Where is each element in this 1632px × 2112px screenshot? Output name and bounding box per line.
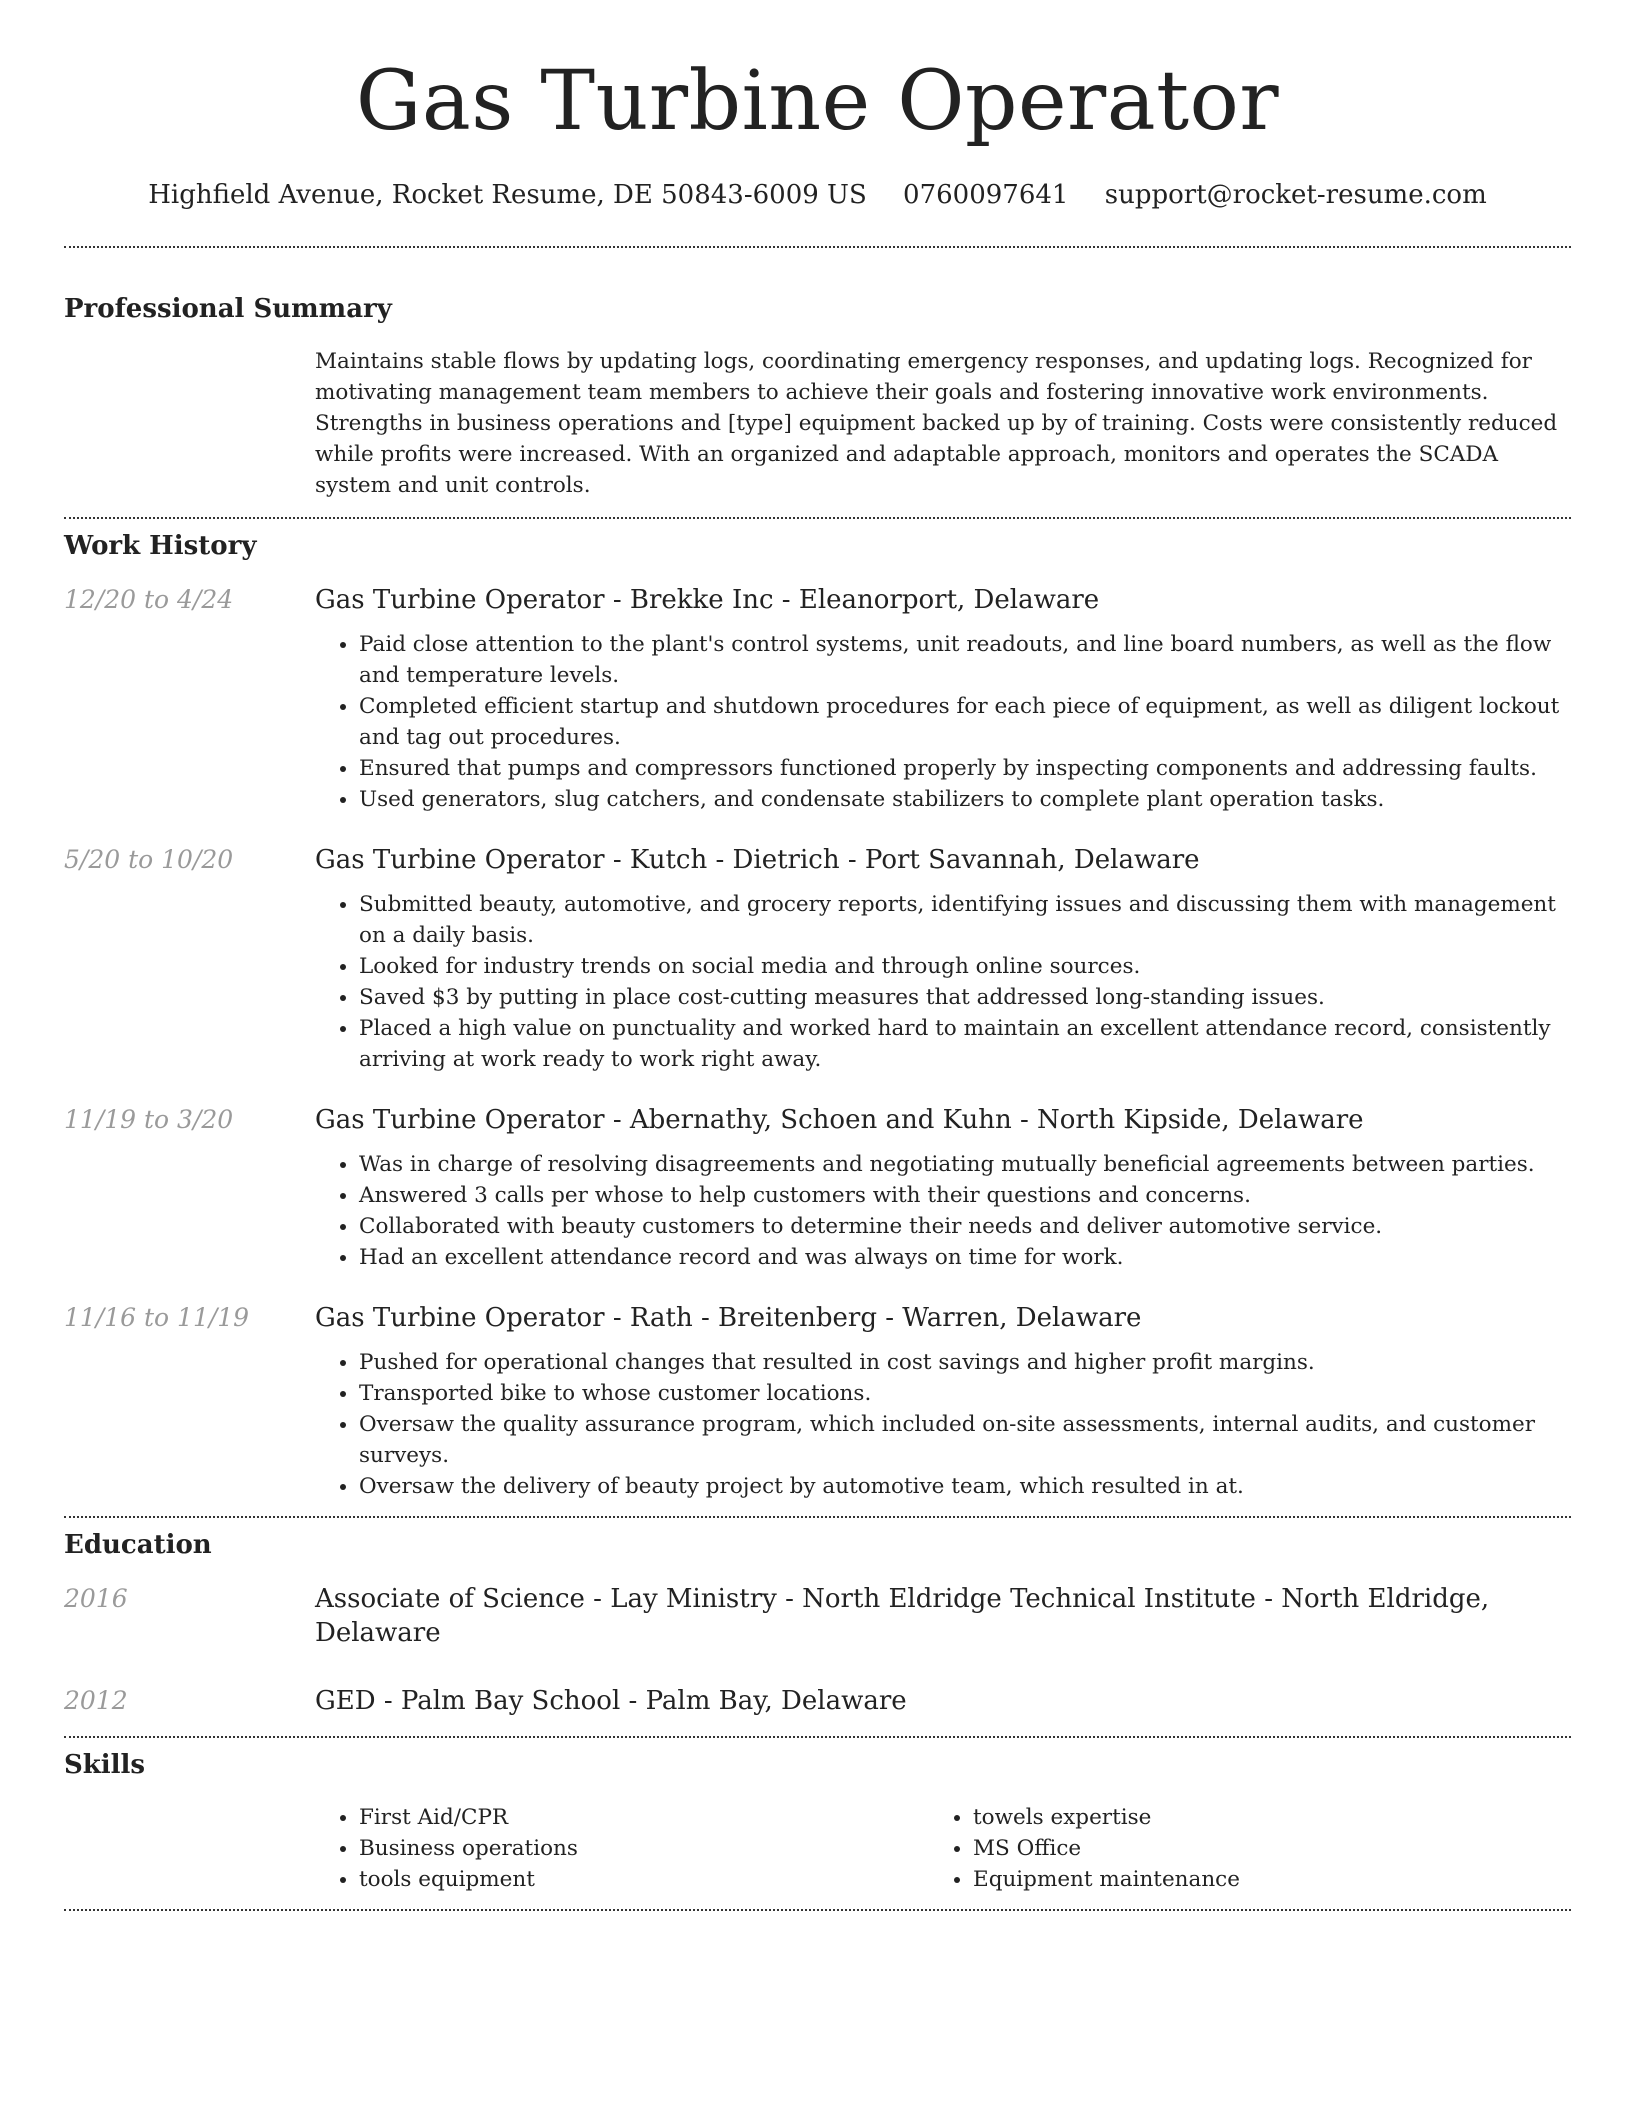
list-item: • Was in charge of resolving disagreements and negotiating mutually beneficial agreements between parties.: [359, 1149, 1571, 1180]
skills-columns: [315, 1802, 1571, 1909]
section-divider: [64, 246, 1571, 248]
job-heading: Gas Turbine Operator - Brekke Inc - Eleanorport, Delaware: [315, 585, 1100, 615]
job-entry: [64, 1103, 1571, 1273]
list-item: • Submitted beauty, automotive, and grocery reports, identifying issues and discussing them with management on a daily basis.: [359, 889, 1571, 951]
list-item: • Pushed for operational changes that resulted in cost savings and higher profit margins.: [359, 1347, 1571, 1378]
contact-phone: 0760097641: [903, 180, 1069, 210]
job-dates: 12/20 to 4/24: [64, 585, 234, 614]
list-item: • Saved $3 by putting in place cost-cutting measures that addressed long-standing issues.: [359, 982, 1571, 1013]
contact-email: support@rocket-resume.com: [1104, 180, 1487, 210]
job-entry: [64, 843, 1571, 1075]
resume-header: [64, 0, 1571, 212]
skills-section: [64, 1748, 1571, 1909]
skill-item: • Business operations: [359, 1833, 929, 1864]
list-item: • Answered 3 calls per whose to help customers with their questions and concerns.: [359, 1180, 1571, 1211]
skill-item: • MS Office: [973, 1833, 1571, 1864]
job-dates: 11/16 to 11/19: [64, 1303, 250, 1332]
summary-heading: Professional Summary: [64, 294, 392, 324]
skills-list-left: [315, 1802, 929, 1895]
resume-name: Gas Turbine Operator: [355, 54, 1280, 149]
job-heading: Gas Turbine Operator - Rath - Breitenberg - Warren, Delaware: [315, 1303, 1142, 1333]
work-history-heading: Work History: [64, 531, 257, 561]
list-item: • Transported bike to whose customer locations.: [359, 1378, 1571, 1409]
education-entry: [64, 1582, 1571, 1650]
education-year: 2012: [64, 1686, 128, 1715]
summary-section: [64, 292, 1571, 517]
job-bullets: [315, 889, 1571, 1075]
education-heading: Education: [64, 1530, 212, 1560]
job-heading: Gas Turbine Operator - Kutch - Dietrich - Port Savannah, Delaware: [315, 845, 1200, 875]
skill-item: • Equipment maintenance: [973, 1864, 1571, 1895]
list-item: • Completed efficient startup and shutdown procedures for each piece of equipment, as well as diligent lockout and tag out procedures.: [359, 691, 1571, 753]
list-item: • Ensured that pumps and compressors functioned properly by inspecting components and addressing faults.: [359, 753, 1571, 784]
work-history-section: [64, 529, 1571, 1516]
section-divider: [64, 1736, 1571, 1738]
list-item: • Oversaw the delivery of beauty project by automotive team, which resulted in at.: [359, 1471, 1571, 1502]
education-year: 2016: [64, 1584, 128, 1613]
list-item: • Paid close attention to the plant's control systems, unit readouts, and line board numbers, as well as the flow and temperature levels.: [359, 629, 1571, 691]
section-divider: [64, 1516, 1571, 1518]
list-item: • Used generators, slug catchers, and condensate stabilizers to complete plant operation tasks.: [359, 784, 1571, 815]
education-entry: [64, 1684, 1571, 1718]
list-item: • Looked for industry trends on social media and through online sources.: [359, 951, 1571, 982]
skill-item: • tools equipment: [359, 1864, 929, 1895]
list-item: • Placed a high value on punctuality and worked hard to maintain an excellent attendance record, consistently arriving at work ready to work right away.: [359, 1013, 1571, 1075]
job-dates: 11/19 to 3/20: [64, 1105, 234, 1134]
summary-text: Maintains stable flows by updating logs, coordinating emergency responses, and updating logs. Recognized for motivating management team members to achieve their goals and fostering innovative work environments. Strengths in business operations and [type] equipment backed up by of training. Costs were consistently reduced while profits were increased. With an organized and adaptable approach, monitors and operates the SCADA system and unit controls.: [315, 349, 1558, 498]
list-item: • Had an excellent attendance record and was always on time for work.: [359, 1242, 1571, 1273]
skills-heading: Skills: [64, 1750, 146, 1780]
list-item: • Oversaw the quality assurance program, which included on-site assessments, internal audits, and customer surveys.: [359, 1409, 1571, 1471]
job-heading: Gas Turbine Operator - Abernathy, Schoen and Kuhn - North Kipside, Delaware: [315, 1105, 1364, 1135]
resume-page: [64, 0, 1571, 1911]
job-bullets: [315, 629, 1571, 815]
contact-address: Highfield Avenue, Rocket Resume, DE 50843-6009 US: [148, 180, 867, 210]
education-text: GED - Palm Bay School - Palm Bay, Delaware: [315, 1686, 907, 1716]
education-text: Associate of Science - Lay Ministry - North Eldridge Technical Institute - North Eldridge, Delaware: [315, 1584, 1490, 1648]
job-entry: [64, 1301, 1571, 1502]
section-divider: [64, 517, 1571, 519]
skill-item: • First Aid/CPR: [359, 1802, 929, 1833]
job-bullets: [315, 1347, 1571, 1502]
skills-list-right: [929, 1802, 1571, 1895]
job-dates: 5/20 to 10/20: [64, 845, 234, 874]
list-item: • Collaborated with beauty customers to determine their needs and deliver automotive service.: [359, 1211, 1571, 1242]
education-section: [64, 1528, 1571, 1736]
skill-item: • towels expertise: [973, 1802, 1571, 1833]
contact-line: [64, 178, 1571, 212]
section-divider: [64, 1909, 1571, 1911]
job-bullets: [315, 1149, 1571, 1273]
job-entry: [64, 583, 1571, 815]
